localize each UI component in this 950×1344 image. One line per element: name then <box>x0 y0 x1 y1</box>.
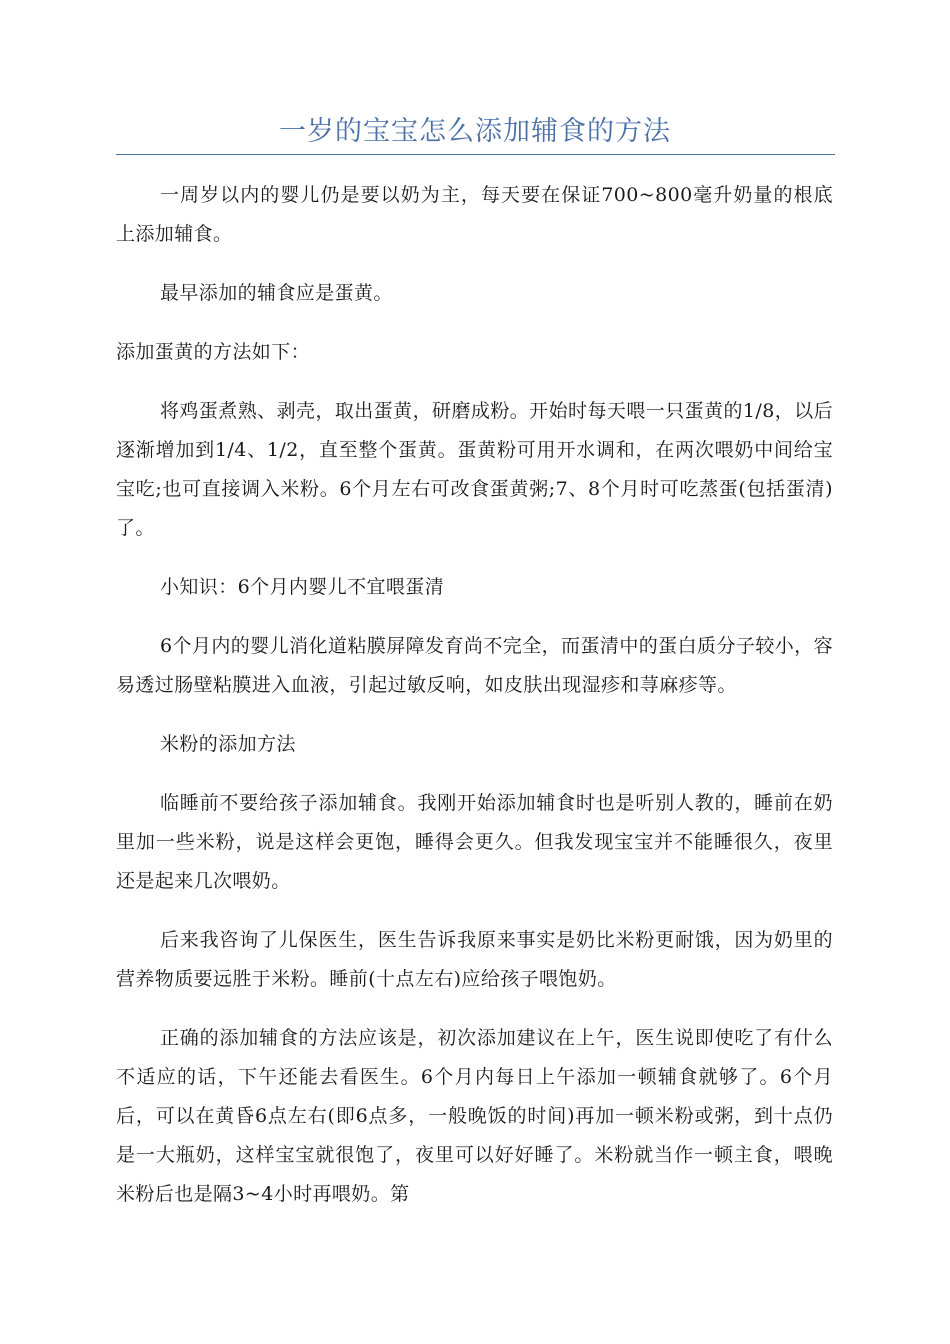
document-body <box>116 176 833 1234</box>
paragraph: 6个月内的婴儿消化道粘膜屏障发育尚不完全，而蛋清中的蛋白质分子较小，容易透过肠壁粘膜进入血液，引起过敏反响，如皮肤出现湿疹和荨麻疹等。 <box>116 635 833 696</box>
paragraph: 将鸡蛋煮熟、剥壳，取出蛋黄，研磨成粉。开始时每天喂一只蛋黄的1/8，以后逐渐增加到1/4、1/2，直至整个蛋黄。蛋黄粉可用开水调和，在两次喂奶中间给宝宝吃;也可直接调入米粉。6个月左右可改食蛋黄粥;7、8个月时可吃蒸蛋(包括蛋清)了。 <box>116 400 833 539</box>
paragraph: 添加蛋黄的方法如下： <box>116 341 311 363</box>
paragraph: 小知识：6个月内婴儿不宜喂蛋清 <box>160 576 445 598</box>
document-title: 一岁的宝宝怎么添加辅食的方法 <box>279 116 671 147</box>
paragraph: 正确的添加辅食的方法应该是，初次添加建议在上午，医生说即使吃了有什么不适应的话，下午还能去看医生。6个月内每日上午添加一顿辅食就够了。6个月后，可以在黄昏6点左右(即6点多，一般晚饭的时间)再加一顿米粉或粥，到十点仍是一大瓶奶，这样宝宝就很饱了，夜里可以好好睡了。米粉就当作一顿主食，喂晚米粉后也是隔3~4小时再喂奶。第 <box>116 1027 833 1205</box>
paragraph: 最早添加的辅食应是蛋黄。 <box>160 282 393 304</box>
title-underline <box>116 154 835 155</box>
paragraph: 米粉的添加方法 <box>160 733 296 755</box>
paragraph: 一周岁以内的婴儿仍是要以奶为主，每天要在保证700~800毫升奶量的根底上添加辅食。 <box>116 184 833 245</box>
paragraph: 临睡前不要给孩子添加辅食。我刚开始添加辅食时也是听别人教的，睡前在奶里加一些米粉，说是这样会更饱，睡得会更久。但我发现宝宝并不能睡很久，夜里还是起来几次喂奶。 <box>116 792 833 892</box>
paragraph: 后来我咨询了儿保医生，医生告诉我原来事实是奶比米粉更耐饿，因为奶里的营养物质要远胜于米粉。睡前(十点左右)应给孩子喂饱奶。 <box>116 929 833 990</box>
